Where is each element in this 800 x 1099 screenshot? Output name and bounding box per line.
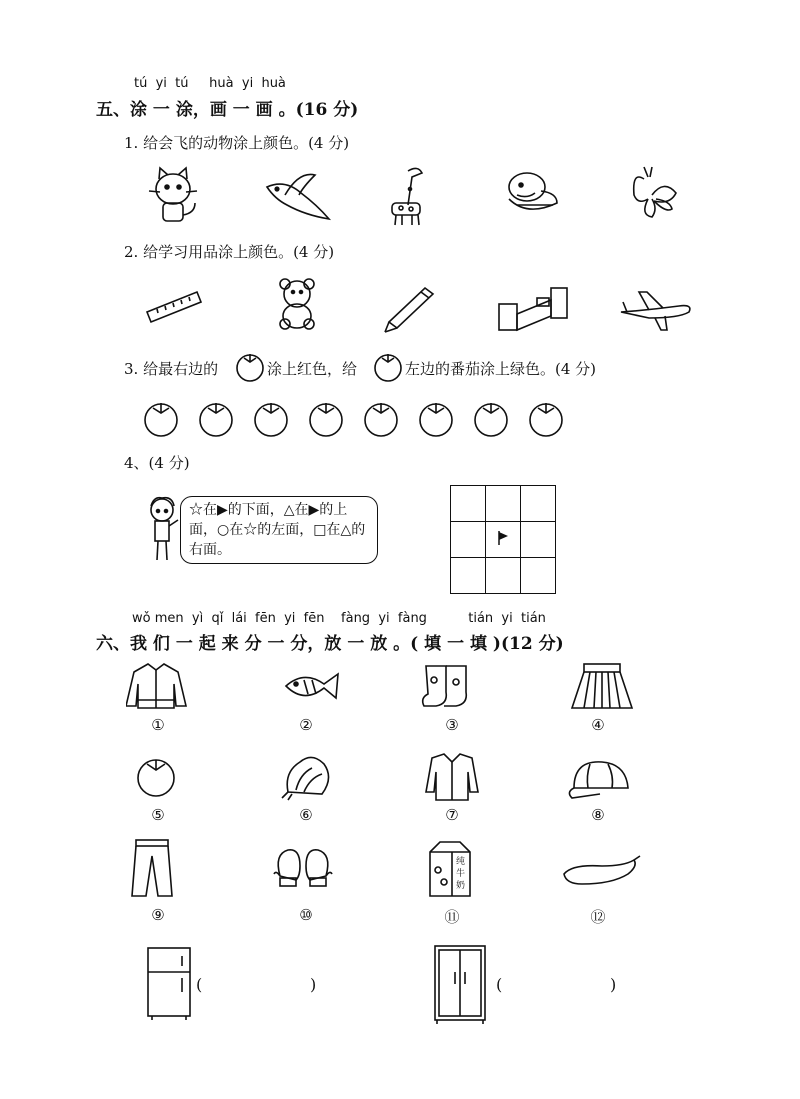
airplane-icon[interactable]	[621, 292, 690, 330]
grid-cell-center[interactable]	[486, 522, 521, 558]
ruler-icon[interactable]	[147, 292, 201, 322]
items-row-1	[126, 662, 686, 712]
item-label: ④	[591, 716, 605, 734]
turtle-icon[interactable]	[509, 173, 557, 209]
item-label: ⑩	[299, 906, 313, 924]
grid-cell[interactable]	[521, 558, 556, 594]
section6-pinyin: wǒ men yì qǐ lái fēn yi fēn fàng yi fàng tián yi tián	[132, 611, 546, 626]
item-label: ⑫	[590, 908, 606, 926]
answer-close: )	[610, 975, 617, 994]
item-label: ⑨	[151, 906, 165, 924]
item-label: ⑪	[444, 908, 460, 926]
speech-bubble: ☆在▶的下面，△在▶的上面，○在☆的左面，□在△的右面。	[180, 496, 378, 564]
tomato-5[interactable]	[365, 403, 397, 436]
giraffe-icon[interactable]	[392, 168, 422, 225]
tomato-icon	[234, 350, 266, 382]
section6-title: 六、我 们 一 起 来 分 一 分，放 一 放 。( 填 一 填 )(12 分)	[96, 634, 564, 654]
q1-text: 1. 给会飞的动物涂上颜色。(4 分)	[124, 134, 350, 152]
carton-text: 纯	[456, 857, 466, 867]
grid-cell[interactable]	[521, 486, 556, 522]
grid-cell[interactable]	[451, 522, 486, 558]
milk-carton-icon[interactable]	[430, 842, 470, 896]
tomato-4[interactable]	[310, 403, 342, 436]
skirt-icon[interactable]	[572, 664, 632, 708]
tomato-6[interactable]	[420, 403, 452, 436]
q3-part1: 3. 给最右边的	[124, 360, 219, 378]
jacket-icon[interactable]	[126, 664, 186, 708]
section5-title: 五、涂 一 涂，画 一 画 。(16 分)	[96, 100, 359, 120]
fish-icon[interactable]	[286, 674, 338, 698]
item-label: ⑧	[591, 806, 605, 824]
item-label: ⑤	[151, 806, 165, 824]
wardrobe-answer-blank[interactable]	[510, 972, 608, 994]
item-label: ③	[445, 716, 459, 734]
teddy-bear-icon[interactable]	[280, 279, 314, 329]
item-label: ⑦	[445, 806, 459, 824]
items-row-2	[126, 752, 686, 802]
flag-icon	[496, 530, 510, 546]
svg-text:奶: 奶	[456, 881, 466, 891]
tomato-1[interactable]	[145, 403, 177, 436]
grid-cell[interactable]	[521, 522, 556, 558]
q2-text: 2. 给学习用品涂上颜色。(4 分)	[124, 243, 335, 261]
boy-icon	[144, 494, 182, 566]
answer-close: )	[310, 975, 317, 994]
q3-part3: 左边的番茄涂上绿色。(4 分)	[405, 360, 597, 378]
grid-cell[interactable]	[451, 486, 486, 522]
cucumber-icon[interactable]	[564, 856, 640, 884]
tomato-7[interactable]	[475, 403, 507, 436]
pen-icon[interactable]	[385, 288, 433, 332]
shirt-icon[interactable]	[426, 754, 478, 800]
section5-pinyin: tú yi tú huà yi huà	[134, 76, 286, 91]
mittens-icon[interactable]	[274, 850, 332, 886]
refrigerator-icon	[144, 946, 194, 1022]
tomato-icon[interactable]	[138, 760, 174, 796]
butterfly-icon[interactable]	[634, 167, 676, 217]
position-grid	[450, 485, 556, 594]
grid-cell[interactable]	[486, 558, 521, 594]
grid-cell[interactable]	[486, 486, 521, 522]
q2-pictures	[145, 276, 705, 336]
q4-text: 4、(4 分)	[124, 454, 190, 472]
tomato-2[interactable]	[200, 403, 232, 436]
bird-icon[interactable]	[267, 174, 329, 219]
item-label: ②	[299, 716, 313, 734]
items-row-3	[126, 838, 686, 900]
cabbage-icon[interactable]	[282, 757, 329, 800]
item-label: ①	[151, 716, 165, 734]
cat-icon[interactable]	[149, 168, 197, 221]
q1-pictures	[145, 165, 705, 227]
trousers-icon[interactable]	[132, 840, 172, 896]
tomato-row	[140, 398, 580, 440]
tomato-3[interactable]	[255, 403, 287, 436]
tomato-icon	[372, 350, 404, 382]
bed-icon[interactable]	[499, 288, 567, 330]
answer-open: (	[196, 975, 203, 994]
cap-icon[interactable]	[569, 762, 628, 798]
tomato-8[interactable]	[530, 403, 562, 436]
svg-text:牛: 牛	[456, 869, 466, 879]
wardrobe-icon	[431, 942, 489, 1026]
fridge-answer-blank[interactable]	[210, 972, 308, 994]
grid-cell[interactable]	[451, 558, 486, 594]
q3-part2: 涂上红色，给	[267, 360, 358, 378]
item-label: ⑥	[299, 806, 313, 824]
answer-open: (	[496, 975, 503, 994]
socks-icon[interactable]	[423, 666, 467, 706]
